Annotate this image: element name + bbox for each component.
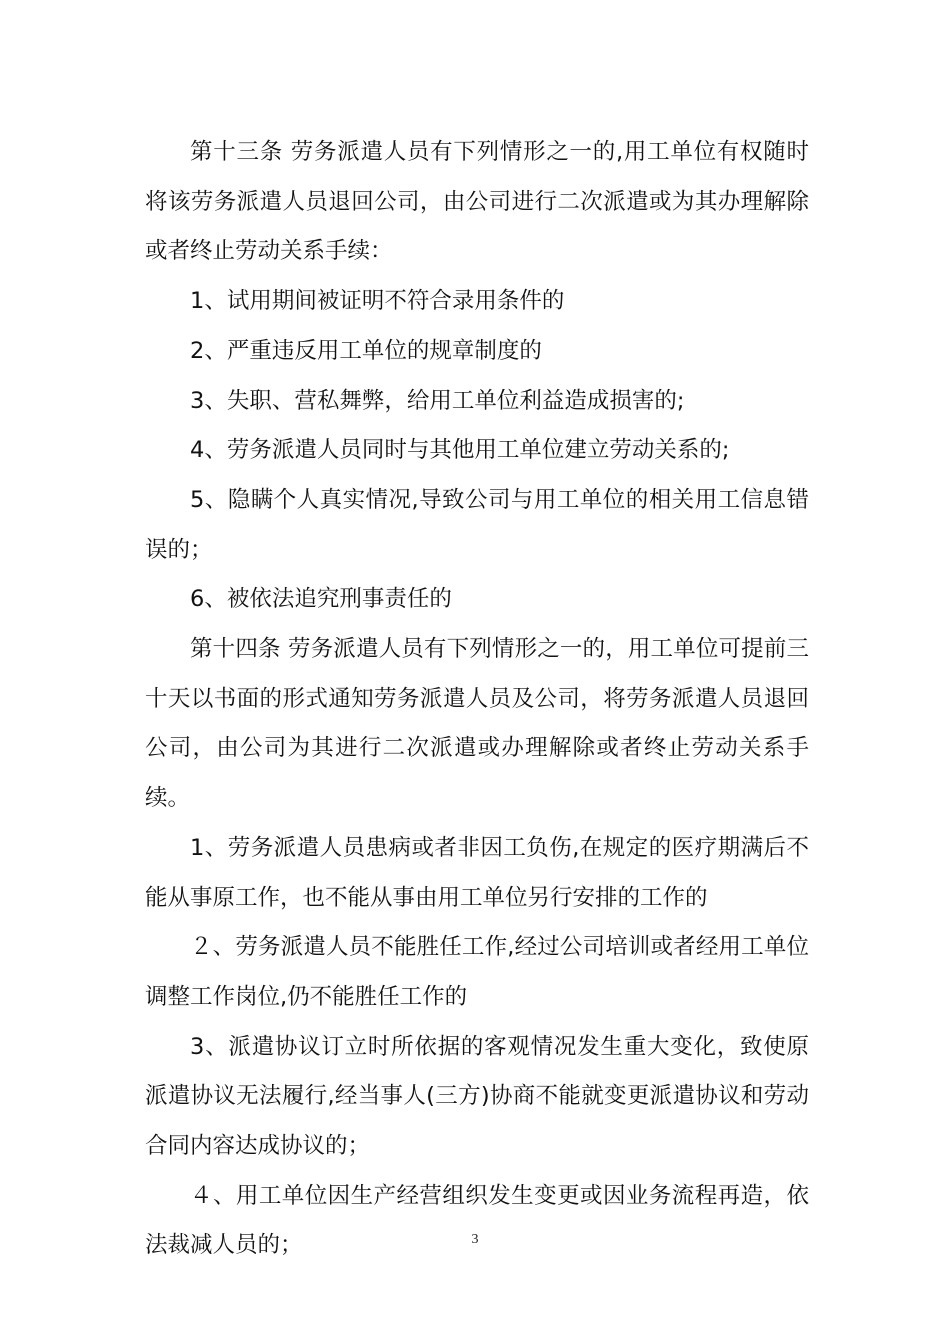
list-item: ４、用工单位因生产经营组织发生变更或因业务流程再造，依法裁减人员的； [145, 1182, 809, 1259]
document-body [145, 128, 809, 1271]
list-item: 2、严重违反用工单位的规章制度的 [190, 337, 542, 364]
list-item: 5、隐瞒个人真实情况,导致公司与用工单位的相关用工信息错误的； [145, 486, 809, 563]
list-item: 3、派遣协议订立时所依据的客观情况发生重大变化，致使原派遣协议无法履行,经当事人(三方)协商不能就变更派遣协议和劳动合同内容达成协议的； [145, 1033, 809, 1160]
list-item: ２、劳务派遣人员不能胜任工作,经过公司培训或者经用工单位调整工作岗位,仍不能胜任工作的 [145, 934, 809, 1010]
list-item: 1、试用期间被证明不符合录用条件的 [190, 288, 565, 315]
list-item: 3、失职、营私舞弊，给用工单位利益造成损害的; [190, 387, 685, 414]
list-item: 6、被依法追究刑事责任的 [190, 586, 452, 613]
page-number: 3 [471, 1232, 479, 1247]
article-13-paragraph: 第十三条 劳务派遣人员有下列情形之一的,用工单位有权随时将该劳务派遣人员退回公司，由公司进行二次派遣或为其办理解除或者终止劳动关系手续： [145, 139, 809, 265]
list-item: 1、劳务派遣人员患病或者非因工负伤,在规定的医疗期满后不能从事原工作，也不能从事由用工单位另行安排的工作的 [145, 834, 809, 911]
article-14-paragraph: 第十四条 劳务派遣人员有下列情形之一的，用工单位可提前三十天以书面的形式通知劳务派遣人员及公司，将劳务派遣人员退回公司，由公司为其进行二次派遣或办理解除或者终止劳动关系手续。 [145, 636, 809, 812]
list-item: 4、劳务派遣人员同时与其他用工单位建立劳动关系的; [190, 437, 730, 464]
